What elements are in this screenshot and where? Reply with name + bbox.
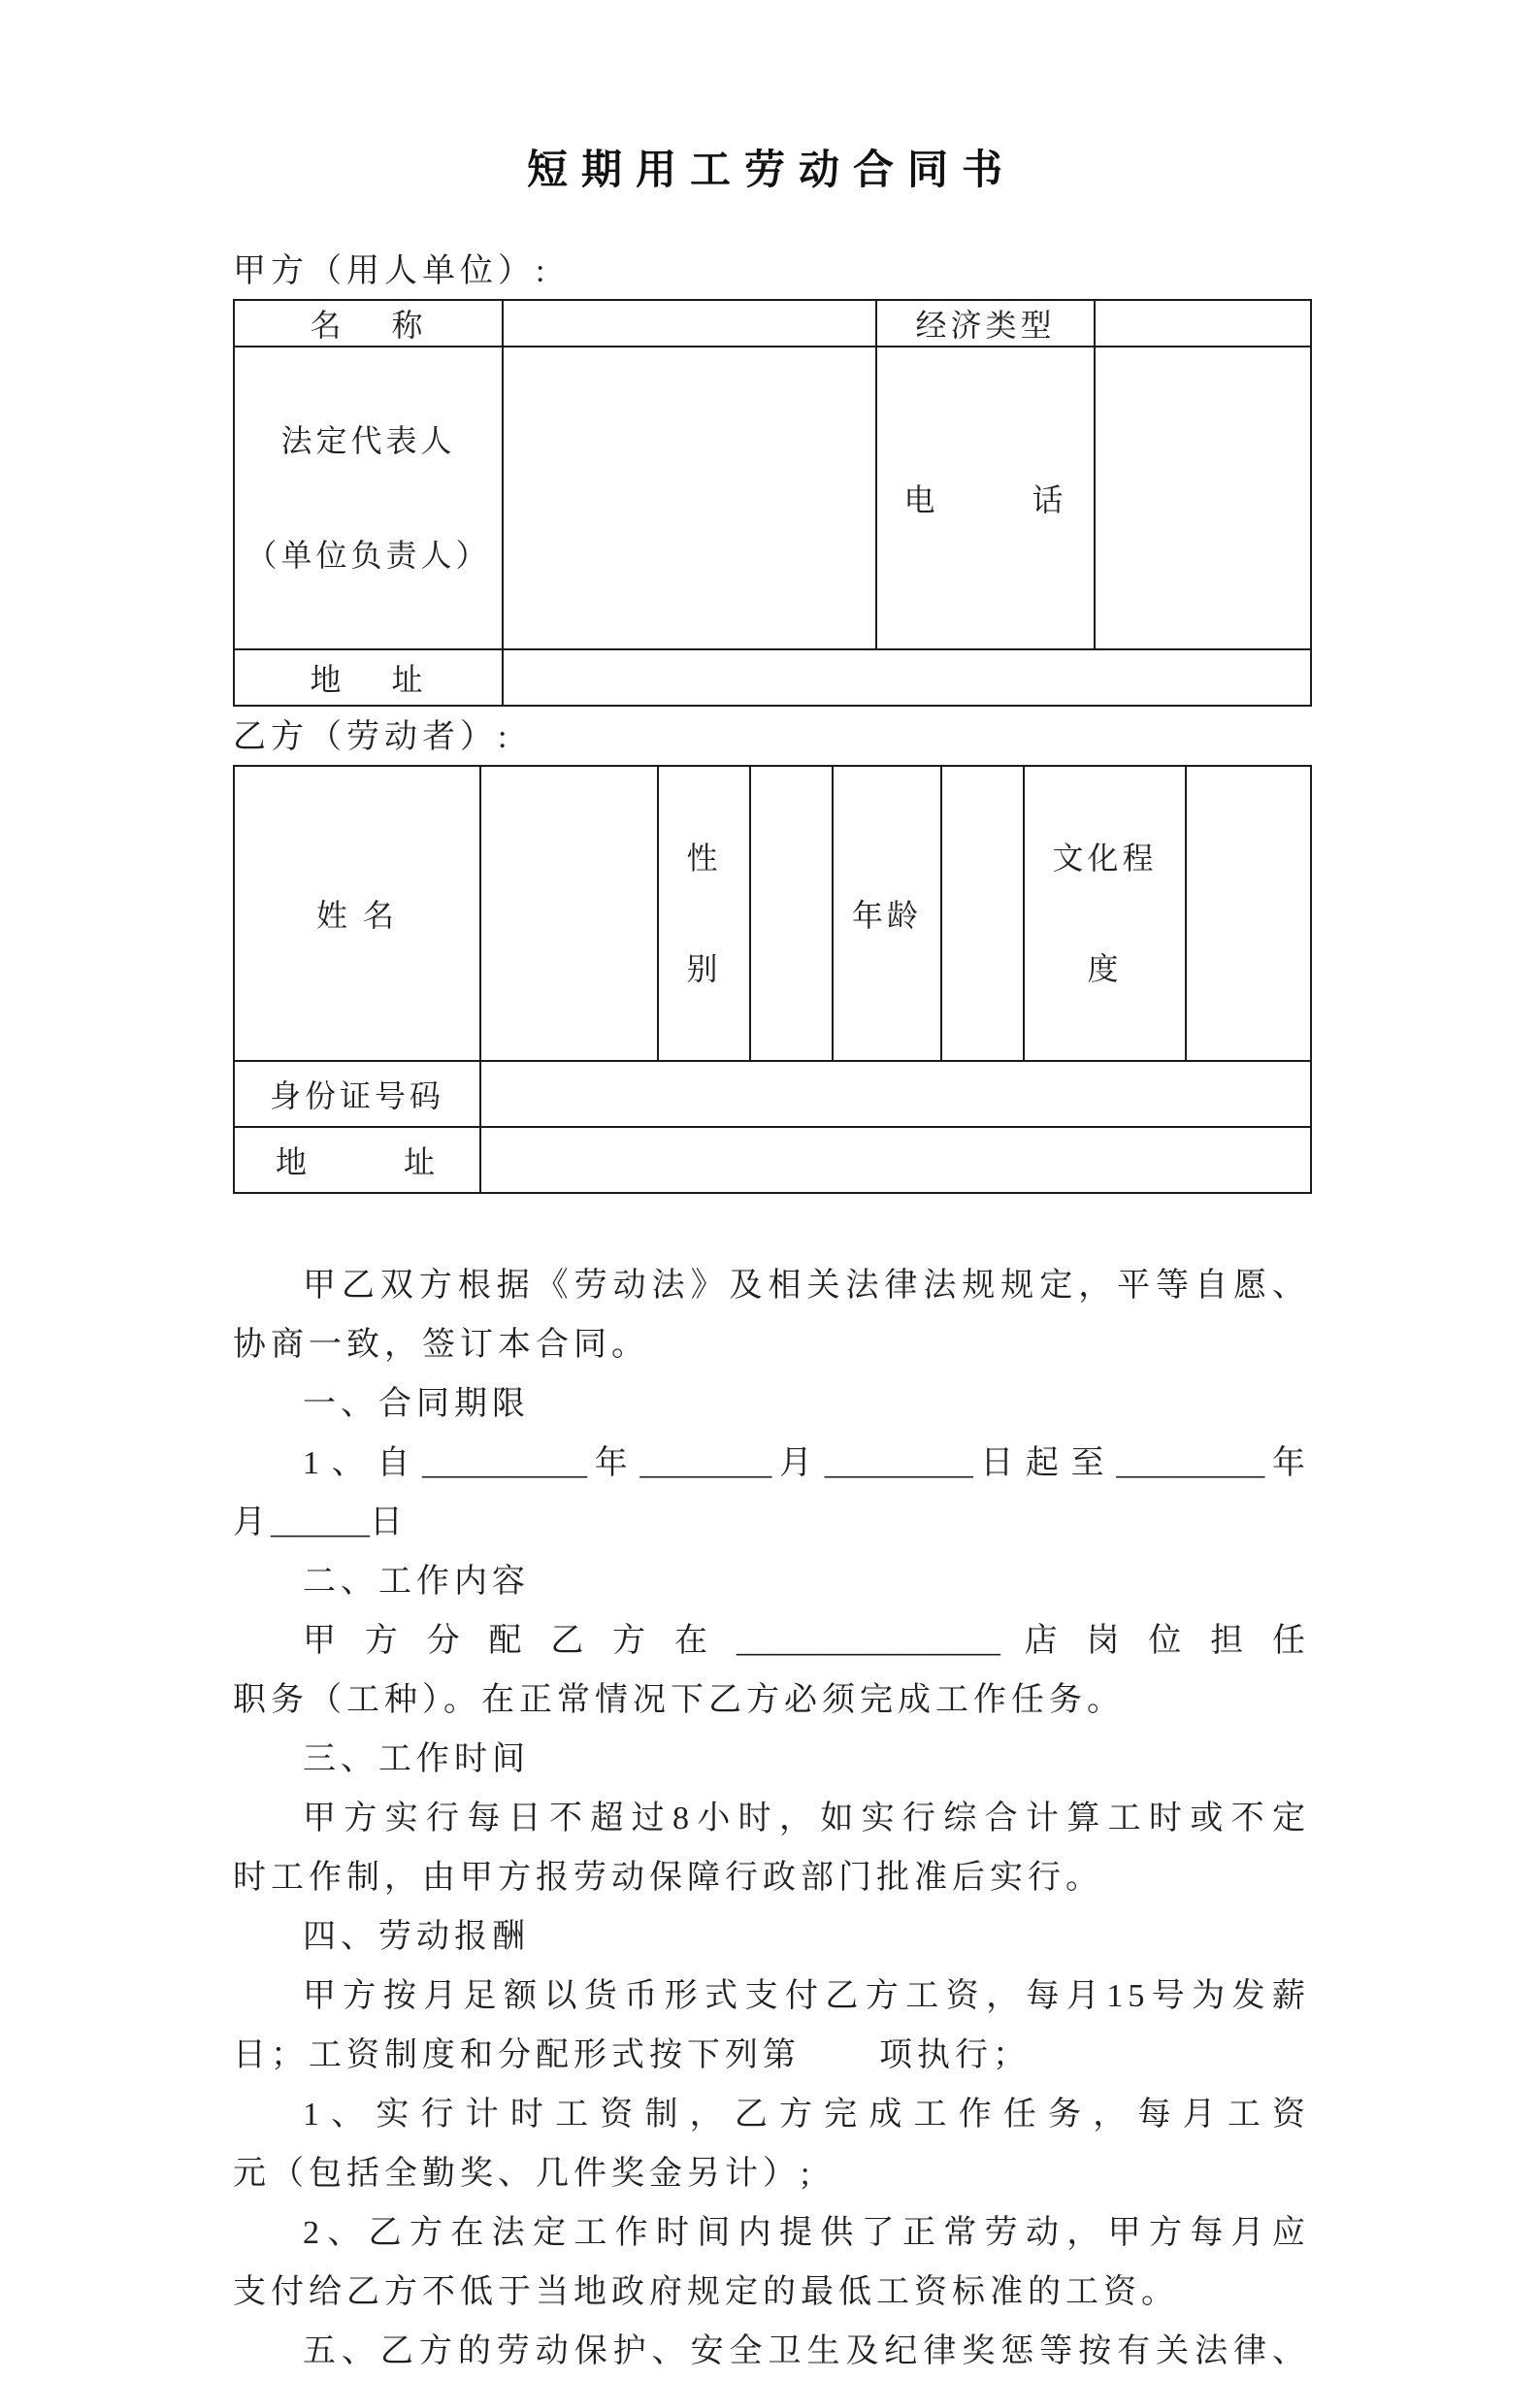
- education-label: [1024, 766, 1186, 1061]
- party-a-label: 甲方（用人单位）:: [233, 253, 550, 289]
- id-number-label: 身份证号码: [234, 1061, 480, 1127]
- gender-label-line1: 性: [686, 841, 722, 876]
- blank-underline: _________: [1116, 1445, 1265, 1481]
- age-value-cell: [941, 766, 1024, 1061]
- body-line: 职务（工种）。在正常情况下乙方必须完成工作任务。: [233, 1682, 1125, 1718]
- blank-underline: ______: [271, 1505, 370, 1540]
- body-line: 2、乙方在法定工作时间内提供了正常劳动，甲方每月应: [303, 2215, 1310, 2251]
- body-line: 四、劳动报酬: [303, 1919, 530, 1955]
- phone-label: 电 话: [876, 347, 1095, 649]
- legal-rep-label: [234, 347, 503, 649]
- body-line: 二、工作内容: [303, 1564, 530, 1600]
- body-line: 甲方分配乙方在________________店岗位担任: [303, 1623, 1311, 1659]
- id-number-value-cell: [480, 1061, 1311, 1127]
- phone-value-cell: [1095, 347, 1311, 649]
- gender-label: [658, 766, 750, 1061]
- worker-name-label: 姓 名: [234, 766, 480, 1061]
- age-label: 年龄: [833, 766, 941, 1061]
- address-a-value-cell: [503, 649, 1311, 706]
- legal-rep-value-cell: [503, 347, 876, 649]
- body-line: 元（包括全勤奖、几件奖金另计）;: [233, 2156, 815, 2192]
- contract-page: [233, 0, 1310, 2381]
- address-b-label: 地 址: [234, 1127, 480, 1193]
- table-row: [234, 766, 1311, 1061]
- education-label-line1: 文化程: [1052, 841, 1158, 876]
- table-row: [234, 1127, 1311, 1193]
- body-line: 协商一致，签订本合同。: [233, 1327, 649, 1363]
- economic-type-label: 经济类型: [876, 300, 1095, 347]
- table-row: [234, 347, 1311, 649]
- body-line: 时工作制，由甲方报劳动保障行政部门批准后实行。: [233, 1860, 1103, 1896]
- blank-underline: ________________: [736, 1623, 1000, 1659]
- legal-rep-label-line1: 法定代表人: [280, 423, 456, 458]
- blank-underline: _________: [824, 1445, 973, 1481]
- body-line: 一、合同期限: [303, 1386, 530, 1422]
- contract-body: [233, 1256, 1310, 2381]
- address-b-value-cell: [480, 1127, 1311, 1193]
- body-line: 1、自__________年________月_________日起至_________年: [303, 1445, 1311, 1481]
- gender-value-cell: [750, 766, 833, 1061]
- body-line: 甲方按月足额以货币形式支付乙方工资，每月15号为发薪: [303, 1978, 1310, 2014]
- economic-type-value-cell: [1095, 300, 1311, 347]
- body-line: 甲乙双方根据《劳动法》及相关法律法规规定，平等自愿、: [303, 1268, 1310, 1304]
- party-b-table: [233, 765, 1312, 1194]
- table-row: [234, 649, 1311, 706]
- name-value-cell: [503, 300, 876, 347]
- name-label: 名 称: [234, 300, 503, 347]
- table-row: [234, 300, 1311, 347]
- address-a-label: 地 址: [234, 649, 503, 706]
- body-line: 日；工资制度和分配形式按下列第 项执行；: [233, 2037, 1031, 2073]
- legal-rep-label-line2: （单位负责人）: [246, 538, 491, 573]
- body-line: 月______日: [233, 1505, 408, 1540]
- page-title: 短期用工劳动合同书: [526, 149, 1016, 193]
- education-value-cell: [1186, 766, 1311, 1061]
- body-line: 支付给乙方不低于当地政府规定的最低工资标准的工资。: [233, 2274, 1179, 2310]
- body-line: 五、乙方的劳动保护、安全卫生及纪律奖惩等按有关法律、: [303, 2333, 1310, 2369]
- worker-name-value-cell: [480, 766, 658, 1061]
- table-row: [234, 1061, 1311, 1127]
- party-b-label: 乙方（劳动者）:: [233, 719, 512, 755]
- education-label-line2: 度: [1087, 951, 1123, 986]
- body-line: 1、实行计时工资制，乙方完成工作任务，每月工资: [303, 2097, 1310, 2133]
- body-line: 三、工作时间: [303, 1741, 530, 1777]
- blank-underline: __________: [422, 1445, 587, 1481]
- blank-underline: ________: [639, 1445, 772, 1481]
- body-line: 甲方实行每日不超过8小时，如实行综合计算工时或不定: [303, 1801, 1310, 1836]
- gender-label-line2: 别: [686, 951, 722, 986]
- party-a-table: [233, 299, 1312, 707]
